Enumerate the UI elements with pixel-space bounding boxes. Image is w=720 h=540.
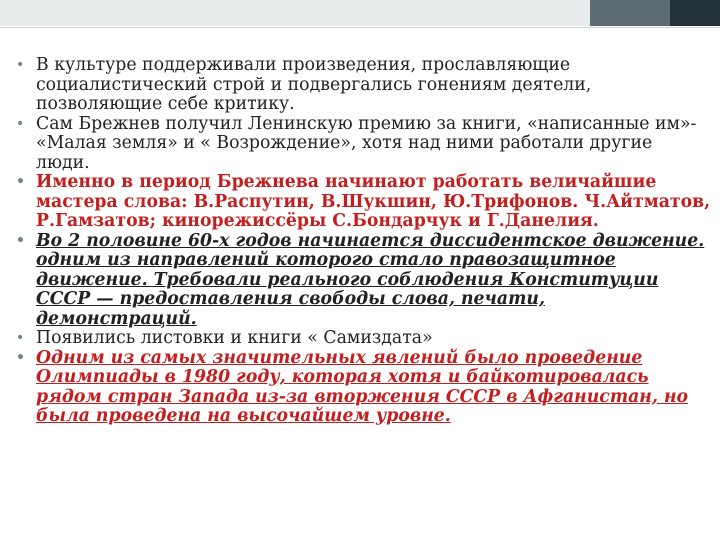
bullet-item: • Появились листовки и книги « Самиздата» — [16, 329, 711, 349]
bullet-list — [16, 56, 711, 427]
header-bar-mid-segment — [590, 0, 670, 26]
bullet-item: • В культуре поддерживали произведения, прославляющие социалистический строй и подвергались гонениям деятели, позволяющие себе критику. — [16, 56, 711, 115]
bullet-item-highlight-emphasis: • Одним из самых значительных явлений было проведение Олимпиады в 1980 году, которая хотя и байкотировалась рядом стран Запада из-за вторжения СССР в Афганистан, но была проведена на высочайшем уровне. — [16, 349, 711, 427]
bullet-item: • Сам Брежнев получил Ленинскую премию за книги, «написанные им»- «Малая земля» и « Возрождение», хотя над ними работали другие люди. — [16, 115, 711, 174]
header-bar-dark-segment — [670, 0, 720, 26]
slide-body — [16, 56, 711, 427]
bullet-item-highlight: • Именно в период Брежнева начинают работать величайшие мастера слова: В.Распутин, В.Шукшин, Ю.Трифонов. Ч.Айтматов, Р.Гамзатов; кинорежиссёры С.Бондарчук и Г.Данелия. — [16, 173, 711, 232]
header-bar-light-segment — [0, 0, 590, 26]
header-divider — [0, 27, 720, 28]
decorative-header-bar — [0, 0, 720, 26]
bullet-item-emphasis: • Во 2 половине 60-х годов начинается диссидентское движение. одним из направлений которого стало правозащитное движение. Требовали реального соблюдения Конституции СССР — предоставления свободы слова, печати, демонстраций. — [16, 232, 711, 330]
